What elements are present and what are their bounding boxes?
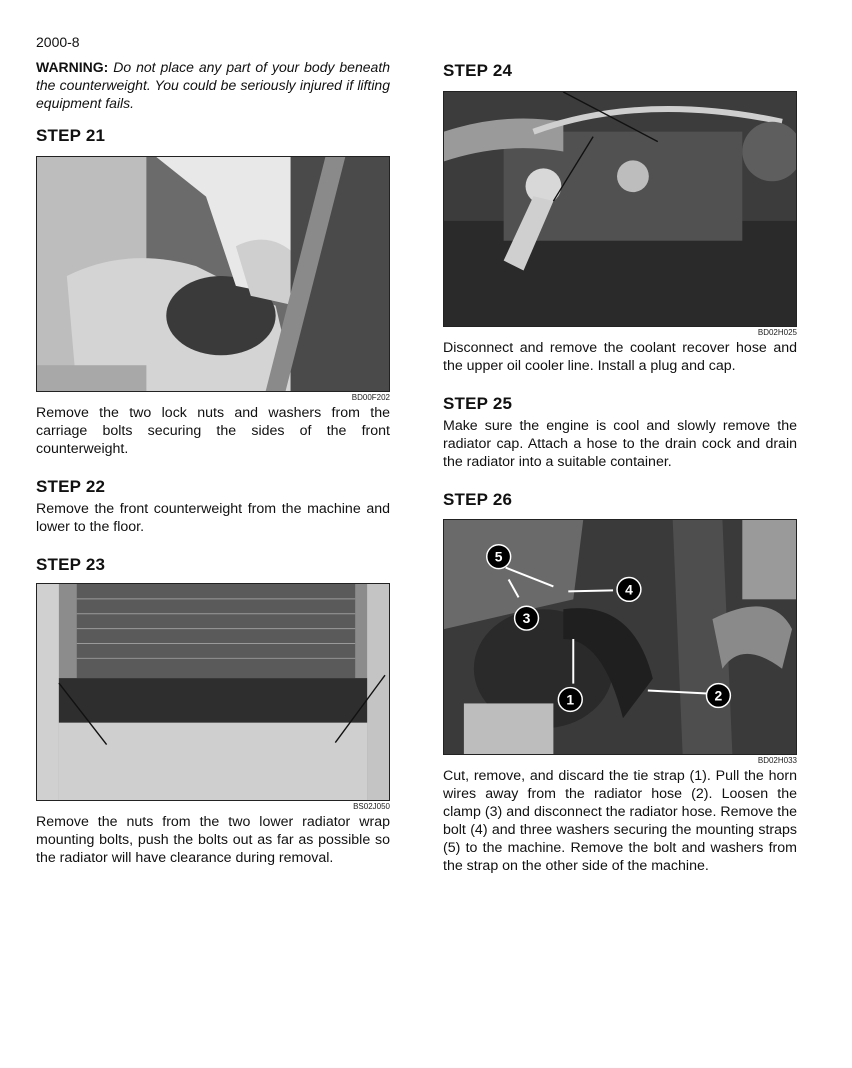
step-24-title: STEP 24 — [443, 61, 513, 80]
step-22-text: Remove the front counterweight from the machine and lower to the floor. — [36, 501, 390, 535]
step-21-photo — [36, 156, 390, 392]
step-23-title: STEP 23 — [36, 555, 106, 574]
step-24-text: Disconnect and remove the coolant recover hose and the upper oil cooler line. Install a plug and cap. — [443, 340, 797, 374]
callout-1: 1 — [566, 691, 575, 708]
warning-label: WARNING: — [36, 59, 109, 75]
step-25-text: Make sure the engine is cool and slowly remove the radiator cap. Attach a hose to the drain cock and drain the radiator into a suitable container. — [443, 418, 797, 470]
step-23-text: Remove the nuts from the two lower radiator wrap mounting bolts, push the bolts out as far as possible so the radiator will have clearance during removal. — [36, 814, 390, 866]
callout-3: 3 — [522, 610, 531, 627]
step-22-title: STEP 22 — [36, 477, 106, 496]
step-21-text: Remove the two lock nuts and washers from the carriage bolts securing the sides of the front counterweight. — [36, 405, 390, 457]
step-26-photo — [443, 519, 797, 755]
warning-block — [36, 58, 390, 112]
step-26-text: Cut, remove, and discard the tie strap (1). Pull the horn wires away from the radiator hose (2). Loosen the clamp (3) and disconnect the radiator hose. Remove the bolt (4) and three washers securing the mounting straps (5) to the machine. Remove the bolt and washers from the strap on the other side of the machine. — [443, 768, 797, 874]
step-24-photo — [443, 91, 797, 327]
step-26-figure-code: BD02H033 — [757, 756, 797, 765]
step-21-figure-code: BD00F202 — [351, 393, 390, 402]
step-23-figure-code: BS02J050 — [353, 802, 390, 811]
step-23-photo — [36, 583, 390, 801]
callout-2: 2 — [714, 687, 723, 704]
step-25-title: STEP 25 — [443, 394, 513, 413]
left-column — [36, 58, 390, 867]
page-number: 2000-8 — [36, 34, 80, 50]
right-column — [443, 58, 797, 875]
callout-4: 4 — [625, 581, 633, 598]
warning-text: Do not place any part of your body beneath the counterweight. You could be seriously injured if lifting equipment fails. — [36, 59, 391, 111]
step-24-figure-code: BD02H025 — [757, 328, 797, 337]
step-26-title: STEP 26 — [443, 490, 513, 509]
callout-5: 5 — [494, 548, 503, 565]
step-21-title: STEP 21 — [36, 126, 106, 145]
